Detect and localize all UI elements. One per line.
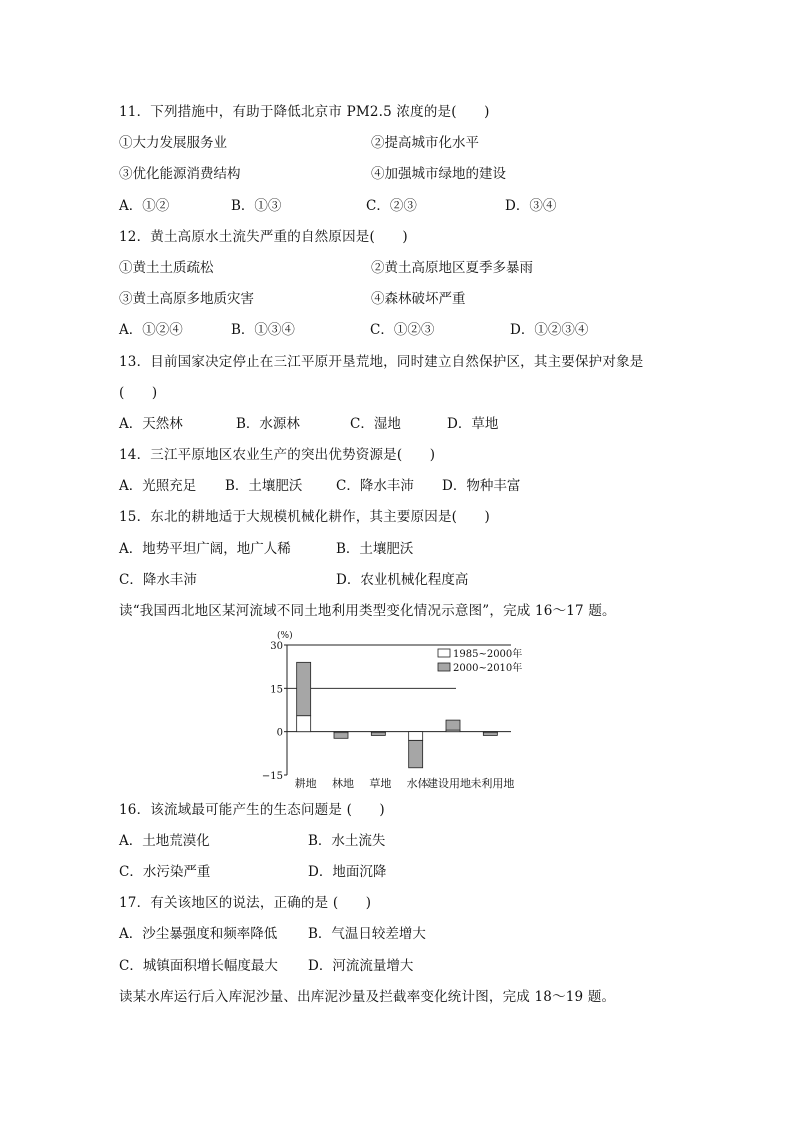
- bar-1985-2000: [409, 732, 423, 741]
- q17-option-b[interactable]: B．气温日较差增大: [308, 926, 426, 942]
- q13-option-b[interactable]: B．水源林: [236, 416, 300, 432]
- q11-item-3: ③优化能源消费结构: [119, 166, 241, 182]
- bar-2000-2010: [409, 740, 423, 767]
- q11-option-d[interactable]: D．③④: [505, 198, 557, 214]
- q12-option-a[interactable]: A．①②④: [119, 322, 183, 338]
- x-category-label: 草地: [369, 777, 392, 790]
- q11-option-a[interactable]: A．①②: [119, 198, 170, 214]
- legend-swatch: [438, 649, 450, 657]
- q14-option-a[interactable]: A．光照充足: [119, 478, 197, 494]
- q15-option-a[interactable]: A．地势平坦广阔，地广人稀: [119, 541, 291, 557]
- legend-label: 2000~2010年: [453, 663, 523, 674]
- bar-1985-2000: [334, 732, 348, 733]
- y-tick-label: 0: [276, 727, 283, 739]
- q12-option-c[interactable]: C．①②③: [370, 322, 435, 338]
- bar-2000-2010: [446, 720, 460, 730]
- q17-option-d[interactable]: D．河流流量增大: [308, 958, 414, 974]
- q15-option-b[interactable]: B．土壤肥沃: [336, 541, 414, 557]
- y-tick-label: −15: [261, 771, 283, 782]
- legend-swatch: [438, 663, 450, 671]
- q15-option-c[interactable]: C．降水丰沛: [119, 572, 197, 588]
- bar-2000-2010: [297, 662, 311, 715]
- legend-label: 1985~2000年: [453, 649, 523, 660]
- intro-18-19: 读某水库运行后入库泥沙量、出库泥沙量及拦截率变化统计图，完成 18～19 题。: [119, 989, 616, 1005]
- q17-option-c[interactable]: C．城镇面积增长幅度最大: [119, 958, 278, 974]
- q11-item-1: ①大力发展服务业: [119, 135, 227, 151]
- q16-option-a[interactable]: A．土地荒漠化: [119, 833, 210, 849]
- q12-item-1: ①黄土土质疏松: [119, 260, 214, 276]
- x-category-label: 林地: [332, 777, 354, 790]
- x-category-label: 未利用地: [470, 777, 515, 790]
- q13-stem-line2: ( ): [119, 385, 158, 401]
- bar-1985-2000: [371, 732, 385, 733]
- intro-16-17: 读“我国西北地区某河流域不同土地利用类型变化情况示意图”，完成 16～17 题。: [119, 603, 616, 619]
- q16-option-b[interactable]: B．水土流失: [308, 833, 386, 849]
- q12-item-4: ④森林破坏严重: [371, 291, 466, 307]
- q15-stem: 15．东北的耕地适于大规模机械化耕作，其主要原因是( ): [119, 509, 491, 525]
- land-use-change-chart: [258, 623, 538, 793]
- q13-stem-line1: 13．目前国家决定停止在三江平原开垦荒地，同时建立自然保护区，其主要保护对象是: [119, 354, 644, 370]
- q13-option-a[interactable]: A．天然林: [119, 416, 183, 432]
- x-category-label: 水体: [406, 777, 429, 790]
- y-tick-label: 15: [270, 684, 283, 696]
- bar-1985-2000: [297, 716, 311, 732]
- q14-option-b[interactable]: B．土壤肥沃: [225, 478, 303, 494]
- q15-option-d[interactable]: D．农业机械化程度高: [336, 572, 469, 588]
- q16-option-d[interactable]: D．地面沉降: [308, 864, 387, 880]
- q12-option-d[interactable]: D．①②③④: [510, 322, 589, 338]
- q17-stem: 17．有关该地区的说法，正确的是 ( ): [119, 895, 372, 911]
- q11-option-c[interactable]: C．②③: [366, 198, 417, 214]
- x-category-label: 建设用地: [427, 777, 471, 790]
- q12-item-2: ②黄土高原地区夏季多暴雨: [371, 260, 533, 276]
- x-category-label: 耕地: [294, 777, 317, 790]
- bar-1985-2000: [483, 732, 497, 733]
- q13-option-c[interactable]: C．湿地: [350, 416, 401, 432]
- y-axis-unit: (%): [277, 631, 293, 641]
- q14-option-d[interactable]: D．物种丰富: [442, 478, 521, 494]
- q12-item-3: ③黄土高原多地质灾害: [119, 291, 254, 307]
- q14-stem: 14．三江平原地区农业生产的突出优势资源是( ): [119, 447, 436, 463]
- q14-option-c[interactable]: C．降水丰沛: [336, 478, 414, 494]
- q11-item-4: ④加强城市绿地的建设: [371, 166, 506, 182]
- bar-1985-2000: [446, 730, 460, 731]
- q12-option-b[interactable]: B．①③④: [231, 322, 295, 338]
- q16-option-c[interactable]: C．水污染严重: [119, 864, 211, 880]
- y-tick-label: 30: [270, 641, 283, 652]
- q11-stem: 11．下列措施中，有助于降低北京市 PM2.5 浓度的是( ): [119, 104, 490, 120]
- bar-2000-2010: [334, 733, 348, 739]
- q13-option-d[interactable]: D．草地: [447, 416, 499, 432]
- q16-stem: 16．该流域最可能产生的生态问题是 ( ): [119, 802, 385, 818]
- q12-stem: 12．黄土高原水土流失严重的自然原因是( ): [119, 229, 408, 245]
- q17-option-a[interactable]: A．沙尘暴强度和频率降低: [119, 926, 278, 942]
- q11-item-2: ②提高城市化水平: [371, 135, 479, 151]
- q11-option-b[interactable]: B．①③: [231, 198, 282, 214]
